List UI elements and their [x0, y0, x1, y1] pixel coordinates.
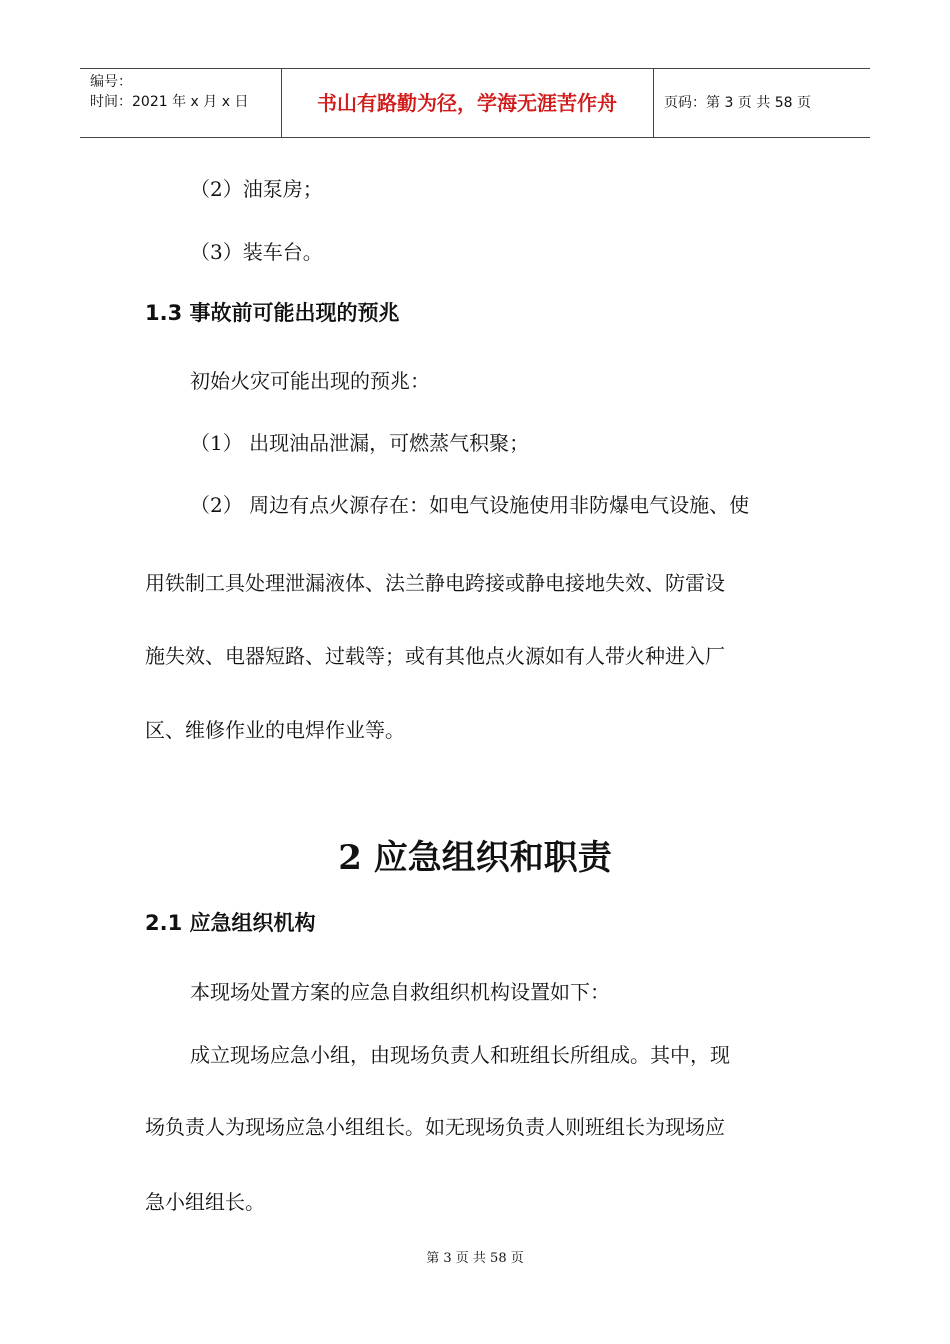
list-item: （2）油泵房；: [190, 177, 323, 201]
document-number-label: 编号：: [90, 74, 132, 90]
header-page-info: 页码：第 3 页 共 58 页: [664, 95, 811, 111]
paragraph-line: 施失效、电器短路、过载等；或有其他点火源如有人带火种进入厂: [145, 644, 725, 668]
header-meta: [80, 69, 280, 137]
chapter-heading: 2 应急组织和职责: [338, 838, 612, 878]
header-motto: 书山有路勤为径，学海无涯苦作舟: [317, 91, 617, 115]
paragraph-line: 急小组组长。: [145, 1190, 265, 1214]
section-heading: 1.3 事故前可能出现的预兆: [145, 301, 400, 325]
page-footer: 第 3 页 共 58 页: [426, 1251, 524, 1266]
paragraph-line: 场负责人为现场应急小组组长。如无现场负责人则班组长为现场应: [145, 1115, 725, 1139]
paragraph-line: （2） 周边有点火源存在：如电气设施使用非防爆电气设施、使: [190, 493, 750, 517]
paragraph: 初始火灾可能出现的预兆：: [190, 369, 430, 393]
section-heading: 2.1 应急组织机构: [145, 911, 316, 935]
document-time: 时间：2021 年 x 月 x 日: [90, 94, 249, 110]
list-item: （1） 出现油品泄漏，可燃蒸气积聚；: [190, 431, 530, 455]
paragraph: 本现场处置方案的应急自救组织机构设置如下：: [190, 980, 610, 1004]
paragraph-line: 成立现场应急小组，由现场负责人和班组长所组成。其中，现: [190, 1043, 730, 1067]
paragraph-line: 区、维修作业的电焊作业等。: [145, 718, 405, 742]
page-header: [80, 68, 870, 138]
header-divider: [653, 69, 654, 137]
list-item: （3）装车台。: [190, 240, 323, 264]
paragraph-line: 用铁制工具处理泄漏液体、法兰静电跨接或静电接地失效、防雷设: [145, 571, 725, 595]
